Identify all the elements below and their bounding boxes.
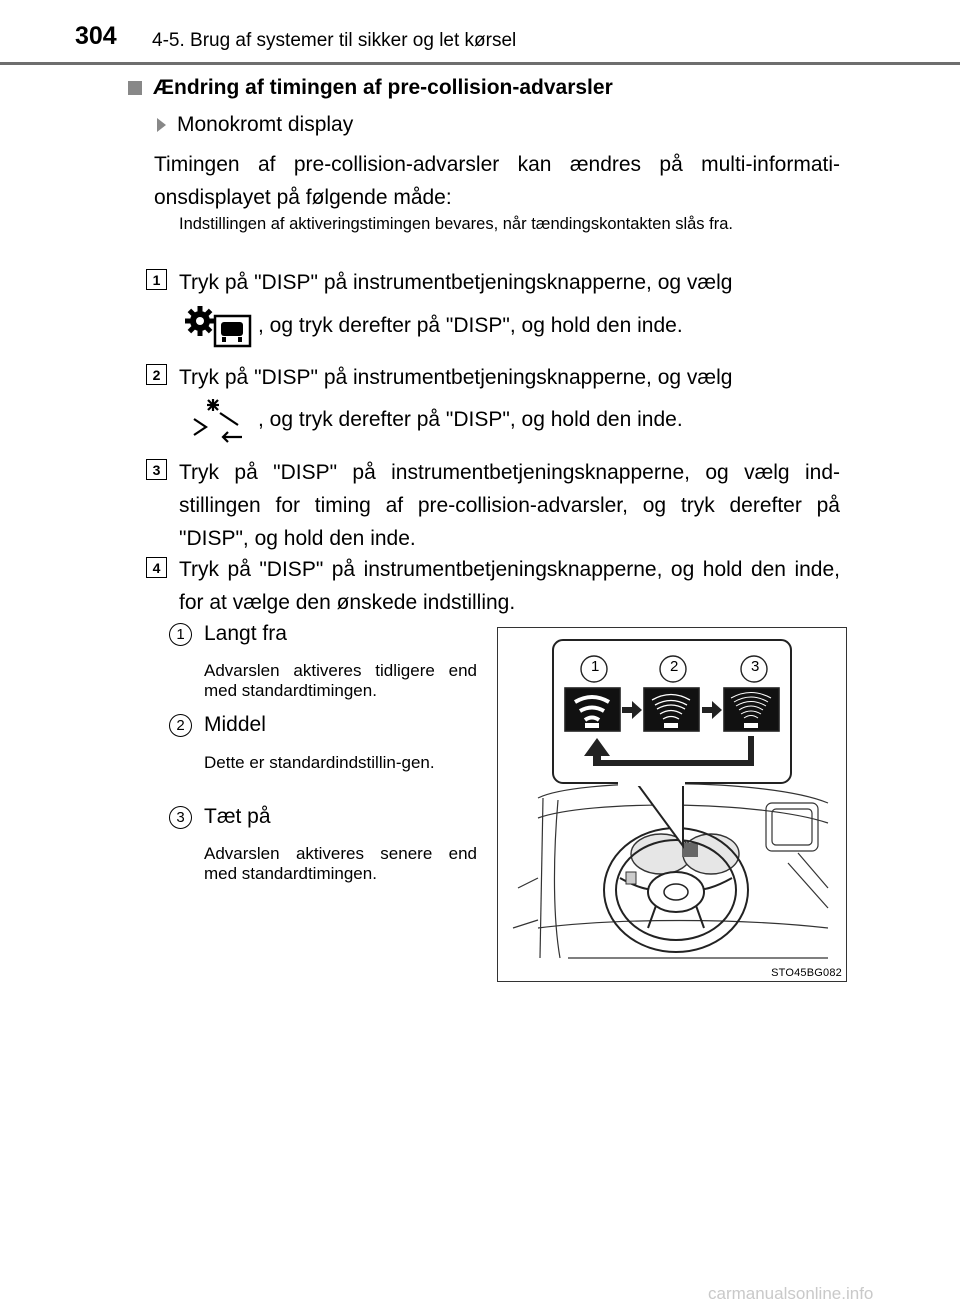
step-1-text: Tryk på "DISP" på instrumentbetjeningsknapperne, og vælg — [179, 271, 733, 294]
option-number-3: 3 — [169, 806, 192, 829]
step-2-after-text: , og tryk derefter på "DISP", og hold den inde. — [258, 408, 683, 431]
option-3-description: Advarslen aktiveres senere end med standardtimingen. — [204, 844, 477, 883]
option-3-title: Tæt på — [204, 805, 271, 828]
section-heading — [128, 76, 613, 100]
square-bullet-icon — [128, 81, 142, 95]
step-3-text: Tryk på "DISP" på instrumentbetjeningsknapperne, og vælg ind-stillingen for timing af pre-collision-advarsler, og tryk derefter på "DISP", og hold den inde. — [179, 461, 840, 550]
section-heading-text: Ændring af timingen af pre-collision-advarsler — [153, 76, 613, 99]
driving-assist-icon — [192, 397, 254, 443]
callout-label-2: 2 — [670, 658, 679, 675]
callout-label-1: 1 — [591, 658, 600, 675]
step-1-after-text: , og tryk derefter på "DISP", og hold den inde. — [258, 314, 683, 337]
callout-label-3: 3 — [751, 658, 760, 675]
step-4-text: Tryk på "DISP" på instrumentbetjeningsknapperne, og hold den inde, for at vælge den ønskede indstilling. — [179, 558, 840, 614]
watermark: carmanualsonline.info — [708, 1284, 874, 1303]
step-number-4: 4 — [146, 557, 167, 578]
step-number-1: 1 — [146, 269, 167, 290]
option-number-1: 1 — [169, 623, 192, 646]
page-number: 304 — [75, 22, 117, 50]
option-1-title: Langt fra — [204, 622, 287, 645]
step-2-icon-line — [192, 397, 683, 443]
chapter-title: 4-5. Brug af systemer til sikker og let kørsel — [152, 30, 517, 51]
step-number-2: 2 — [146, 364, 167, 385]
dashboard-drawing — [498, 628, 846, 981]
subheading — [157, 113, 353, 137]
subheading-text: Monokromt display — [177, 113, 354, 136]
option-1-description: Advarslen aktiveres tidligere end med standardtimingen. — [204, 661, 477, 700]
note-paragraph: Indstillingen af aktiveringstimingen bevares, når tændingskontakten slås fra. — [179, 215, 733, 233]
step-number-3: 3 — [146, 459, 167, 480]
intro-paragraph: Timingen af pre-collision-advarsler kan ændres på multi-informati-onsdisplayet på følgende måde: — [154, 153, 840, 209]
figure-code: STO45BG082 — [771, 967, 842, 979]
option-2-title: Middel — [204, 713, 266, 736]
header-divider — [0, 62, 960, 65]
gear-car-icon — [184, 304, 254, 348]
option-2-description: Dette er standardindstillin-gen. — [204, 753, 435, 772]
step-1-icon-line — [184, 304, 683, 348]
option-number-2: 2 — [169, 714, 192, 737]
step-2-text: Tryk på "DISP" på instrumentbetjeningsknapperne, og vælg — [179, 366, 733, 389]
triangle-bullet-icon — [157, 118, 166, 132]
dashboard-illustration — [497, 627, 847, 982]
